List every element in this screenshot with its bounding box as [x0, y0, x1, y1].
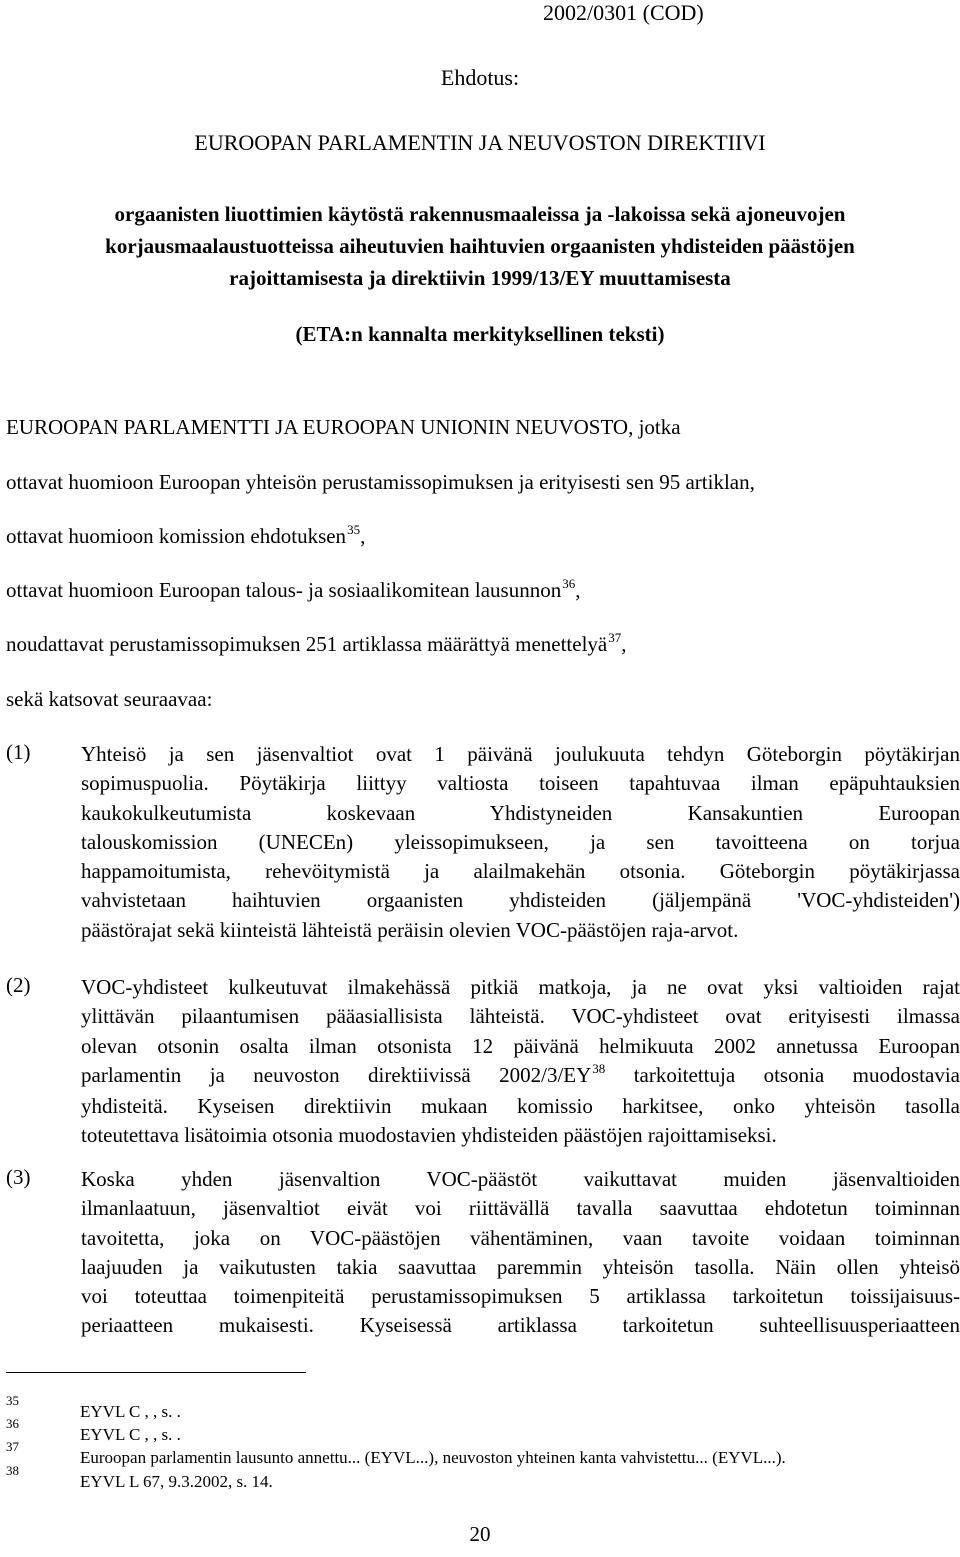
footnote-separator	[6, 1372, 306, 1373]
preamble-institutions: EUROOPAN PARLAMENTTI JA EUROOPAN UNIONIN NEUVOSTO, jotka	[6, 415, 681, 439]
recital-line-part: parlamentin ja neuvoston direktiivissä 2002/3/EY	[81, 1062, 592, 1087]
citation-text: noudattavat perustamissopimuksen 251 artiklassa määrättyä menettelyä	[6, 632, 608, 656]
recital-line: päästörajat sekä kiinteistä lähteistä peräisin olevien VOC-päästöjen raja-arvot.	[81, 917, 739, 942]
citation-text: ottavat huomioon komission ehdotuksen	[6, 524, 347, 548]
document-reference: 2002/0301 (COD)	[543, 0, 704, 25]
recital-line: sopimuspuolia. Pöytäkirja liittyy valtiosta toiseen tapahtuvaa ilman epäpuhtauksien	[81, 771, 960, 796]
directive-subtitle	[0, 198, 960, 294]
subtitle-line: korjausmaalaustuotteissa aiheutuvien haihtuvien orgaanisten yhdisteiden päästöjen	[105, 234, 855, 258]
recital-line: laajuuden ja vaikutusten takia saavuttaa paremmin yhteisön tasolla. Näin ollen yhteisö	[81, 1254, 960, 1279]
preamble-citation: ottavat huomioon Euroopan yhteisön perustamissopimuksen ja erityisesti sen 95 artiklan,	[6, 470, 755, 494]
footnote-text: EYVL C , , s. .	[80, 1402, 181, 1421]
recital-line: Yhteisö ja sen jäsenvaltiot ovat 1 päivänä joulukuuta tehdyn Göteborgin pöytäkirjan	[81, 742, 960, 766]
page-number: 20	[469, 1522, 491, 1546]
recital-line: yhdisteitä. Kyseisen direktiivin mukaan komissio harkitsee, onko yhteisön tasolla	[81, 1094, 960, 1119]
recital-line: talouskomission (UNECEn) yleissopimukseen, ja sen tavoitteena on torjua	[81, 829, 960, 854]
footnote-ref[interactable]: 35	[347, 522, 361, 537]
recital-number: (2)	[6, 973, 31, 997]
preamble-citation: ottavat huomioon Euroopan talous- ja sosiaalikomitean lausunnon$^{36}$,	[6, 576, 581, 602]
footnote-ref[interactable]: 38	[592, 1060, 606, 1076]
recital-line: voi toteuttaa toimenpiteitä perustamissopimuksen 5 artiklassa tarkoitetun toissijaisuus-	[81, 1284, 960, 1309]
recital-line-part: tarkoitettuja otsonia muodostavia	[633, 1062, 960, 1087]
footnote-ref[interactable]: 36	[562, 576, 576, 591]
directive-title: EUROOPAN PARLAMENTIN JA NEUVOSTON DIREKTIIVI	[194, 130, 766, 155]
recital-line: periaatteen mukaisesti. Kyseisessä artiklassa tarkoitetun suhteellisuusperiaatteen	[81, 1313, 960, 1338]
recital-line	[81, 1061, 960, 1092]
recital-number: (3)	[6, 1165, 31, 1189]
proposal-label: Ehdotus:	[440, 65, 520, 90]
recital-number: (1)	[6, 740, 31, 764]
footnote-number: 36	[6, 1416, 19, 1431]
recital-line: tavoitetta, joka on VOC-päästöjen vähentäminen, vaan tavoite voidaan toiminnan	[81, 1225, 960, 1250]
recital-text	[81, 973, 960, 1151]
preamble-citation: ottavat huomioon komission ehdotuksen$^{35}$,	[6, 522, 366, 548]
recital-text	[81, 740, 960, 945]
recital-line: olevan otsonin osalta ilman otsonista 12 päivänä helmikuuta 2002 annetussa Euroopan	[81, 1033, 960, 1058]
eea-relevance-note: (ETA:n kannalta merkityksellinen teksti)	[295, 322, 665, 346]
preamble-citation: noudattavat perustamissopimuksen 251 artiklassa määrättyä menettelyä$^{37}$,	[6, 630, 627, 656]
subtitle-line: orgaanisten liuottimien käytöstä rakennusmaaleissa ja -lakoissa sekä ajoneuvojen	[114, 202, 846, 226]
recital-line: vahvistetaan haihtuvien orgaanisten yhdisteiden (jäljempänä 'VOC-yhdisteiden')	[81, 888, 960, 913]
footnote-text: Euroopan parlamentin lausunto annettu... (EYVL...), neuvoston yhteinen kanta vahvistettu... (EYVL...).	[80, 1448, 786, 1467]
footnote-text: EYVL L 67, 9.3.2002, s. 14.	[80, 1472, 273, 1491]
footnote-ref[interactable]: 37	[608, 630, 622, 645]
recital-text	[81, 1165, 960, 1341]
footnote-number: 35	[6, 1393, 19, 1408]
recital-line: VOC-yhdisteet kulkeutuvat ilmakehässä pitkiä matkoja, ja ne ovat yksi valtioiden rajat	[81, 975, 960, 999]
recital-line: ylittävän pilaantumisen pääasiallisista lähteistä. VOC-yhdisteet ovat erityisesti ilmassa	[81, 1004, 960, 1029]
recital-line: toteutettava lisätoimia otsonia muodostavien yhdisteiden päästöjen rajoittamiseksi.	[81, 1123, 777, 1148]
recital-line: ilmanlaatuun, jäsenvaltiot eivät voi riittävällä tavalla saavuttaa ehdotetun toiminnan	[81, 1196, 960, 1221]
subtitle-line: rajoittamisesta ja direktiivin 1999/13/EY muuttamisesta	[229, 266, 731, 290]
preamble-whereas: sekä katsovat seuraavaa:	[6, 687, 213, 711]
recital-line: kaukokulkeutumista koskevaan Yhdistyneiden Kansakuntien Euroopan	[81, 800, 960, 825]
footnote-number: 38	[6, 1463, 19, 1478]
footnote-text: EYVL C , , s. .	[80, 1425, 181, 1444]
citation-text: ottavat huomioon Euroopan talous- ja sosiaalikomitean lausunnon	[6, 578, 562, 602]
recital-line: happamoitumista, rehevöitymistä ja alailmakehän otsonia. Göteborgin pöytäkirjassa	[81, 859, 960, 884]
footnote-number: 37	[6, 1439, 19, 1454]
recital-line: Koska yhden jäsenvaltion VOC-päästöt vaikuttavat muiden jäsenvaltioiden	[81, 1167, 960, 1191]
